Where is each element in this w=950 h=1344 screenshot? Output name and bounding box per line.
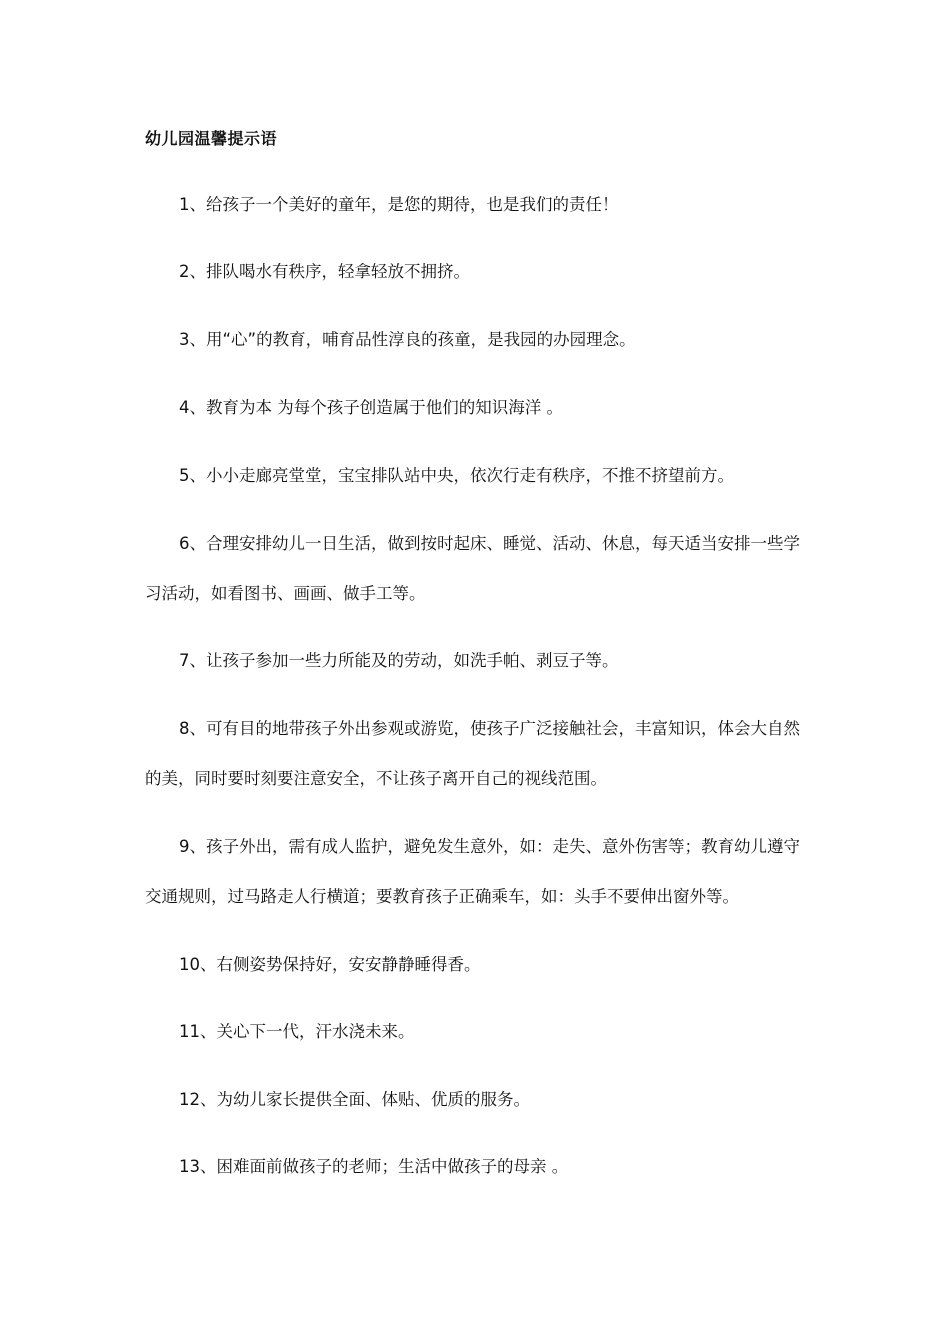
tip-item-8: 8、可有目的地带孩子外出参观或游览，使孩子广泛接触社会，丰富知识，体会大自然的美，同时要时刻要注意安全，不让孩子离开自己的视线范围。	[145, 719, 800, 788]
tip-item-9: 9、孩子外出，需有成人监护，避免发生意外，如：走失、意外伤害等；教育幼儿遵守交通规则，过马路走人行横道；要教育孩子正确乘车，如：头手不要伸出窗外等。	[145, 837, 800, 906]
tip-item-3: 3、用“心”的教育，哺育品性淳良的孩童，是我园的办园理念。	[179, 330, 636, 349]
tip-item-6: 6、合理安排幼儿一日生活，做到按时起床、睡觉、活动、休息，每天适当安排一些学习活动，如看图书、画画、做手工等。	[145, 534, 800, 603]
tip-item-7: 7、让孩子参加一些力所能及的劳动，如洗手帕、剥豆子等。	[179, 651, 619, 670]
tip-item-11: 11、关心下一代，汗水浇未来。	[179, 1022, 415, 1041]
tip-item-12: 12、为幼儿家长提供全面、体贴、优质的服务。	[179, 1090, 530, 1109]
document-title: 幼儿园温馨提示语	[145, 129, 278, 148]
tip-item-10: 10、右侧姿势保持好，安安静静睡得香。	[179, 955, 481, 974]
tip-item-4: 4、教育为本 为每个孩子创造属于他们的知识海洋 。	[179, 398, 563, 417]
tip-item-2: 2、排队喝水有秩序，轻拿轻放不拥挤。	[179, 262, 470, 281]
tip-item-13: 13、困难面前做孩子的老师；生活中做孩子的母亲 。	[179, 1157, 569, 1176]
tip-item-1: 1、给孩子一个美好的童年，是您的期待，也是我们的责任！	[179, 195, 619, 214]
tip-item-5: 5、小小走廊亮堂堂，宝宝排队站中央，依次行走有秩序，不推不挤望前方。	[179, 466, 734, 485]
